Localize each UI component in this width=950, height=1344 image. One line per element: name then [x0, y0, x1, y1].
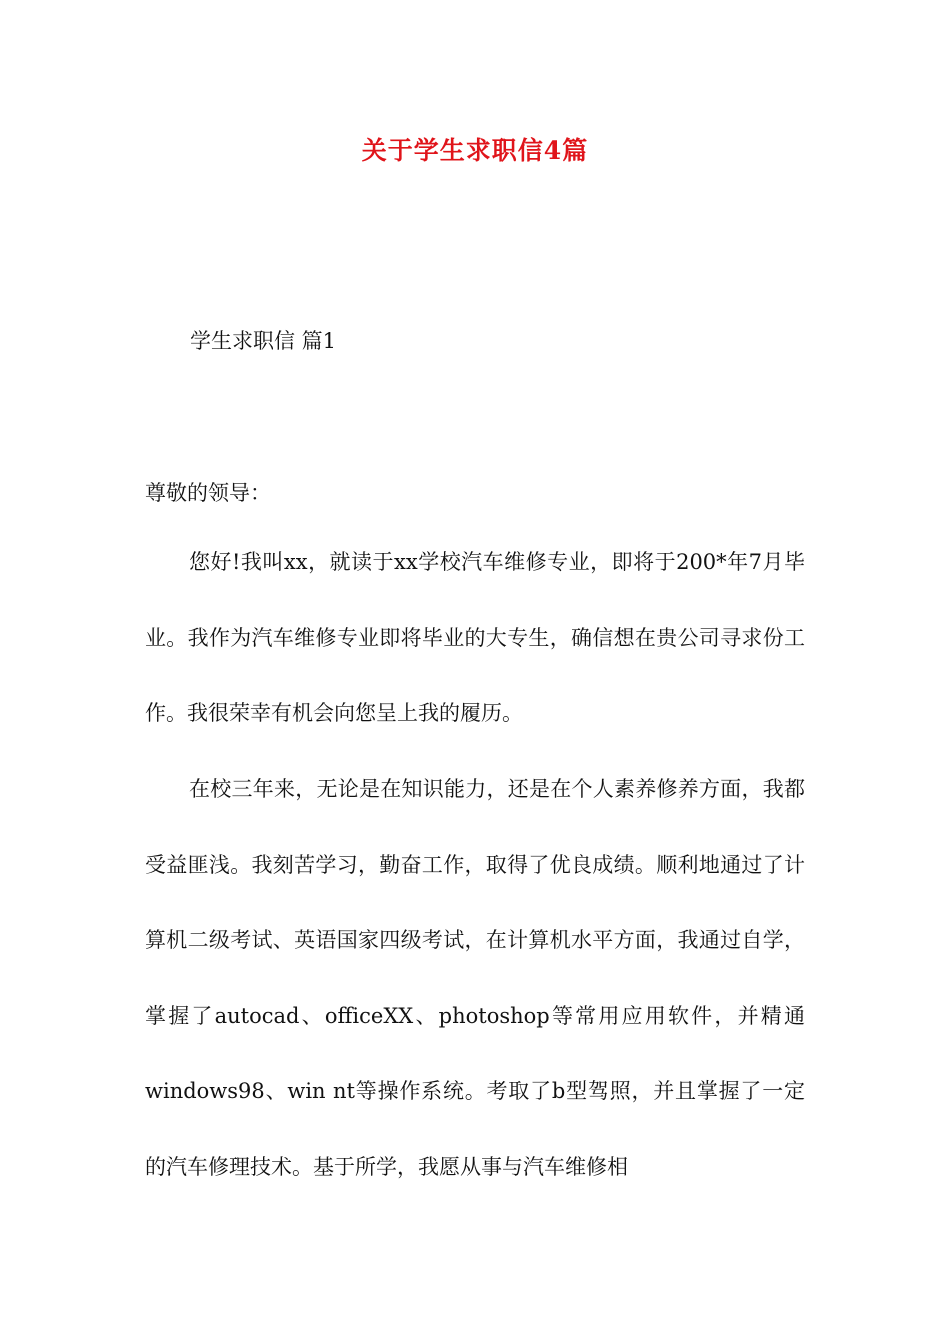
salutation: 尊敬的领导： — [145, 481, 271, 505]
document-title: 关于学生求职信4篇 — [361, 136, 589, 165]
section-heading: 学生求职信 篇1 — [190, 329, 337, 353]
body-paragraph-1: 您好!我叫xx，就读于xx学校汽车维修专业，即将于200*年7月毕业。我作为汽车维修专业即将毕业的大专生，确信想在贵公司寻求份工作。我很荣幸有机会向您呈上我的履历。 — [145, 550, 805, 725]
body-paragraph-2: 在校三年来，无论是在知识能力，还是在个人素养修养方面，我都受益匪浅。我刻苦学习，勤奋工作，取得了优良成绩。顺利地通过了计算机二级考试、英语国家四级考试，在计算机水平方面，我通过自学，掌握了autocad、officeXX、photoshop等常用应用软件，并精通windows98、win nt等操作系统。考取了b型驾照，并且掌握了一定的汽车修理技术。基于所学，我愿从事与汽车维修相 — [145, 777, 805, 1179]
